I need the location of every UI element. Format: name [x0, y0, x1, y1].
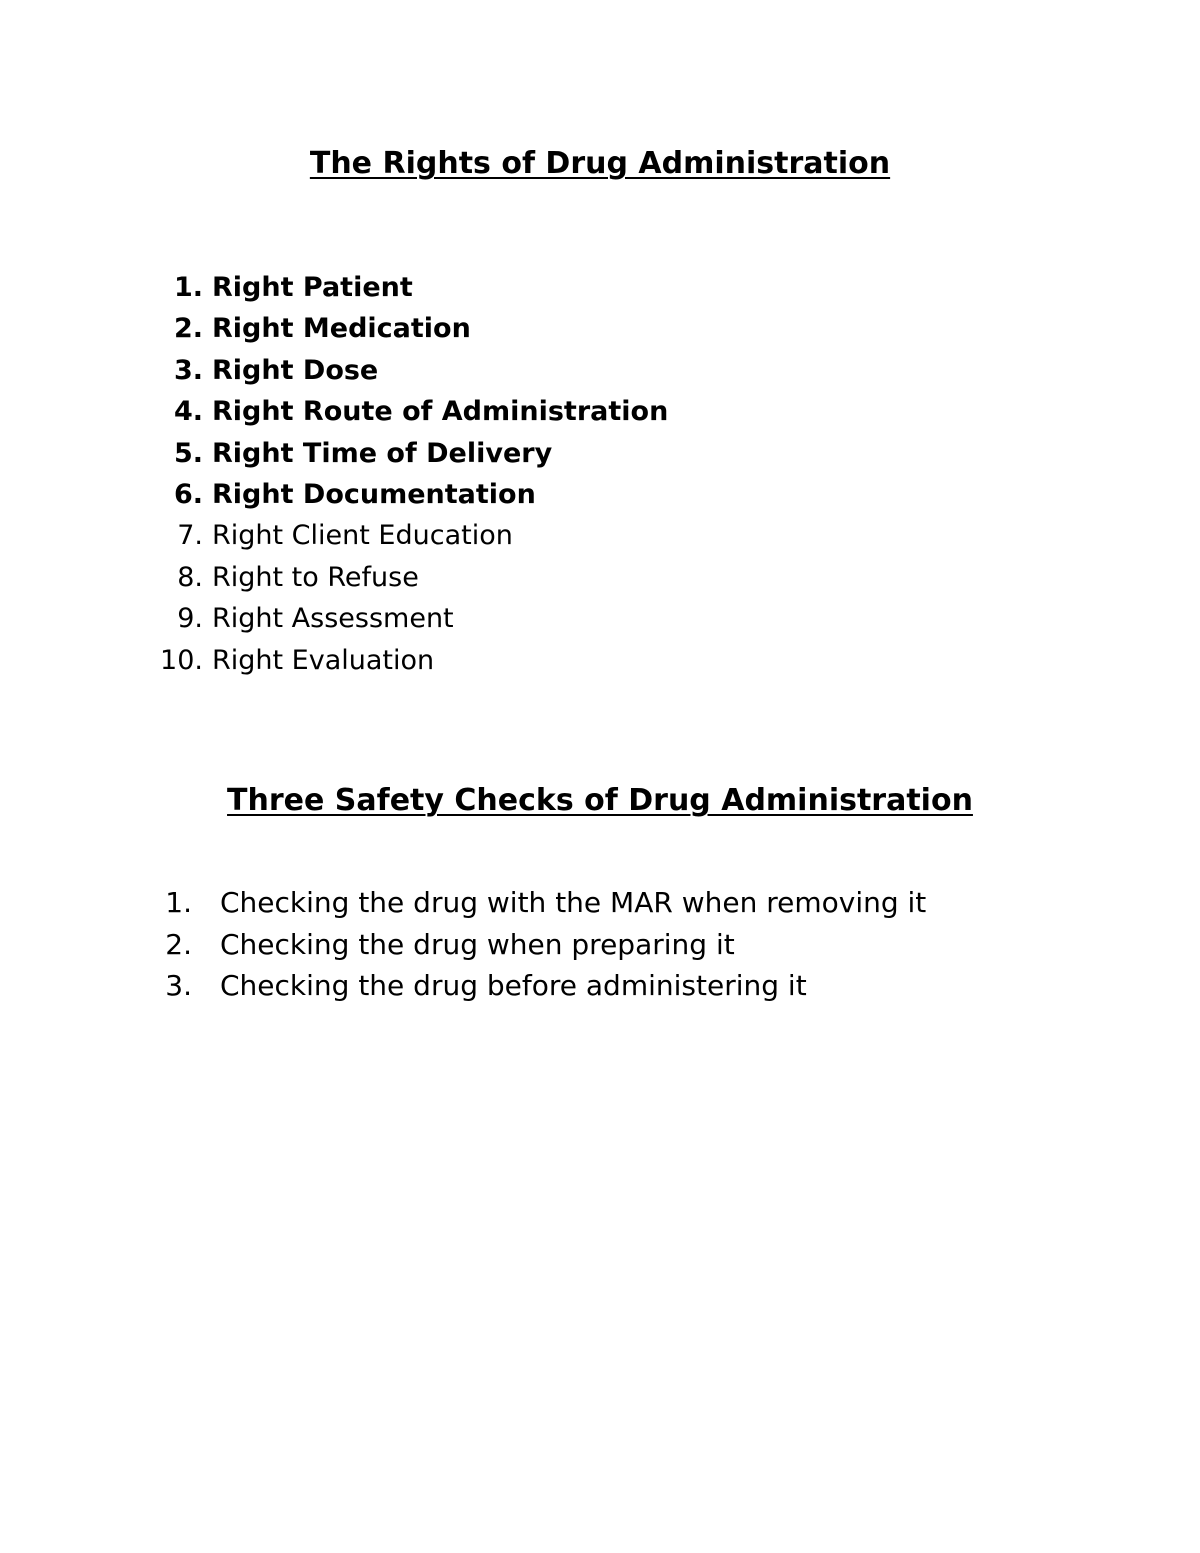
list-item-number: 3. — [173, 354, 203, 386]
list-item-number: 3. — [165, 969, 192, 1002]
list-item-number: 2. — [165, 927, 192, 961]
list-item-label: Right to Refuse — [212, 561, 419, 593]
list-item-number: 4. — [173, 396, 203, 428]
page-title: The Rights of Drug Administration — [309, 146, 891, 181]
list-item-label: Checking the drug when preparing it — [220, 927, 735, 961]
list-item-label: Right Assessment — [212, 603, 454, 635]
list-item-label: Right Time of Delivery — [212, 437, 553, 469]
list-item-label: Right Documentation — [212, 478, 536, 510]
list-item-number: 7. — [177, 520, 203, 552]
list-item-label: Checking the drug before administering it — [220, 969, 807, 1002]
section-title: Three Safety Checks of Drug Administration — [227, 783, 973, 818]
list-item-label: Right Evaluation — [212, 644, 435, 676]
list-item-number: 8. — [177, 561, 203, 593]
list-item-number: 2. — [173, 313, 203, 345]
list-item-number: 5. — [173, 437, 203, 469]
list-item-number: 1. — [165, 886, 192, 919]
list-item-label: Right Medication — [212, 313, 471, 345]
list-item-number: 9. — [177, 603, 203, 635]
list-item-label: Right Route of Administration — [212, 396, 669, 428]
list-item-number: 10. — [160, 644, 203, 676]
list-item-label: Right Client Education — [212, 520, 513, 552]
list-item-label: Right Patient — [212, 272, 413, 303]
list-item-label: Right Dose — [212, 354, 379, 386]
list-item-number: 6. — [173, 478, 203, 510]
list-item-label: Checking the drug with the MAR when removing it — [220, 886, 927, 919]
list-item-number: 1. — [173, 272, 203, 303]
